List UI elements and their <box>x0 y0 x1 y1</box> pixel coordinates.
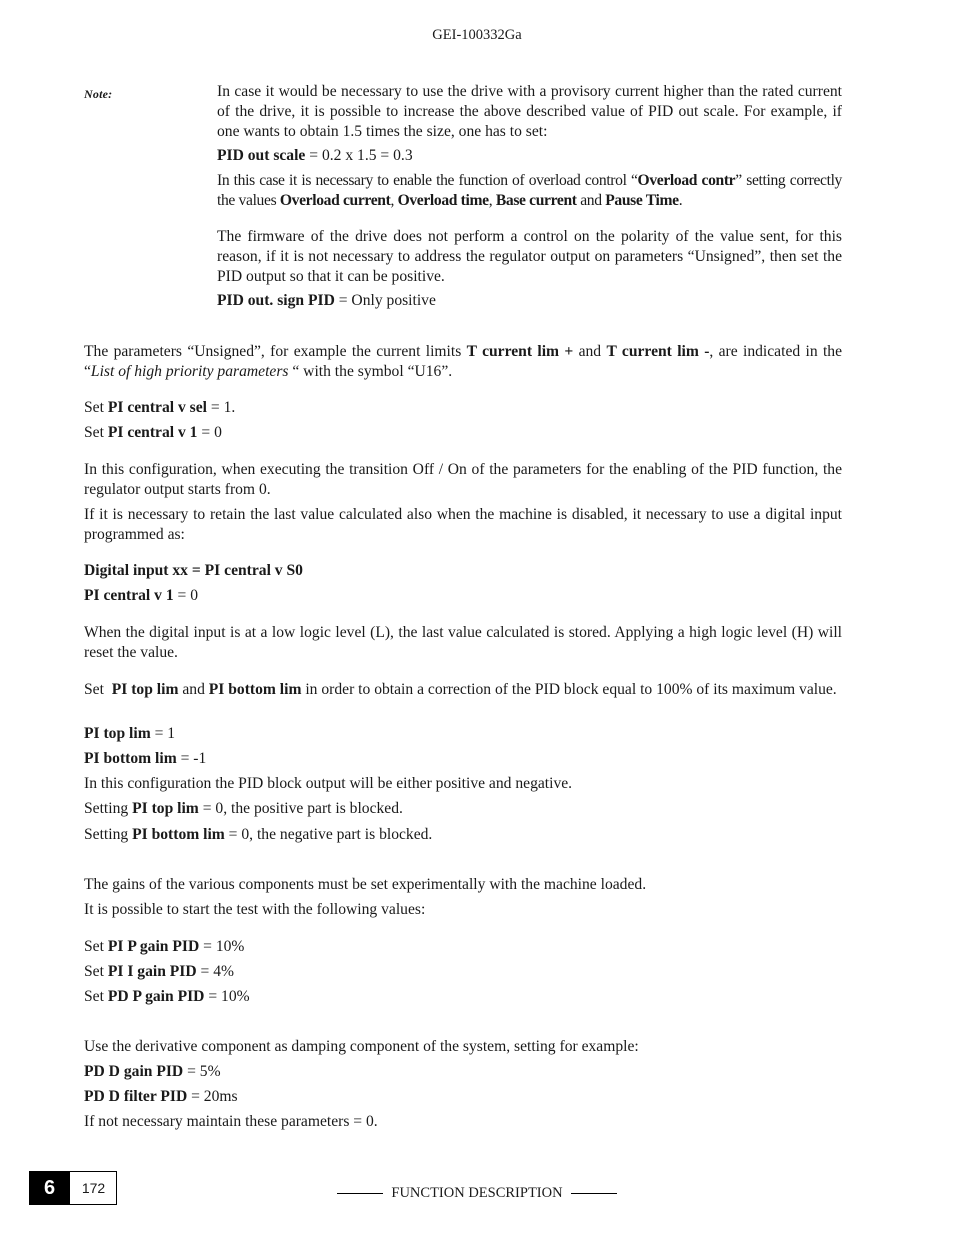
pi-i-gain-line: Set PI I gain PID = 4% <box>84 963 235 980</box>
gains-paragraph-2: It is possible to start the test with the following values: <box>84 901 426 918</box>
pid-out-sign-line <box>217 291 842 311</box>
digital-input-line: Digital input xx = PI central v S0 <box>84 562 303 579</box>
note-paragraph-2: In this case it is necessary to enable the function of overload control “Overload contr” setting correctly the values Overload current, Overload time, Base current and Pause Time. <box>217 172 843 209</box>
limits-paragraph: Set PI top lim and PI bottom lim in order to obtain a correction of the PID block equal to 100% of its maximum value. <box>84 681 837 698</box>
param-name: PID out scale <box>217 147 306 164</box>
set-pi-central-sel: Set PI central v sel = 1. <box>84 399 236 416</box>
config-paragraph-2: If it is necessary to retain the last value calculated also when the machine is disabled, it necessary to use a digital input programmed as: <box>84 506 842 543</box>
chapter-number: 6 <box>29 1171 70 1205</box>
note-paragraph-3: The firmware of the drive does not perform a control on the polarity of the value sent, for this reason, if it is not necessary to address the regulator output on parameters “Unsigned”, then set the PID output so that it can be positive. <box>217 228 842 285</box>
footer-section-title: FUNCTION DESCRIPTION <box>0 1183 954 1203</box>
config-paragraph-1: In this configuration, when executing the transition Off / On of the parameters for the enabling of the PID function, the regulator output starts from 0. <box>84 461 842 498</box>
pid-out-scale-line <box>217 146 842 166</box>
footer-rule-right <box>571 1193 617 1194</box>
footer-rule-left <box>337 1193 383 1194</box>
page-number: 172 <box>81 1180 106 1196</box>
bottom-lim-zero-line: Setting PI bottom lim = 0, the negative part is blocked. <box>84 826 433 843</box>
pi-central-v1-zero: PI central v 1 = 0 <box>84 587 199 604</box>
gains-paragraph-1: The gains of the various components must be set experimentally with the machine loaded. <box>84 876 647 893</box>
note-label: Note: <box>84 87 113 101</box>
set-pi-central-v1: Set PI central v 1 = 0 <box>84 424 222 441</box>
note-paragraph-1: In case it would be necessary to use the drive with a provisory current higher than the rated current of the drive, it is possible to increase the above described value of PID out scale. For example, if one wants to obtain 1.5 times the size, one has to set: <box>217 83 842 140</box>
unsigned-paragraph: The parameters “Unsigned”, for example the current limits T current lim + and T current lim -, are indicated in the “List of high priority parameters “ with the symbol “U16”. <box>84 343 843 380</box>
pi-bottom-lim-line: PI bottom lim = -1 <box>84 750 207 767</box>
document-id: GEI-100332Ga <box>432 27 522 43</box>
pd-d-filter-line: PD D filter PID = 20ms <box>84 1088 238 1105</box>
pi-p-gain-line: Set PI P gain PID = 10% <box>84 938 245 955</box>
derivative-paragraph: Use the derivative component as damping component of the system, setting for example: <box>84 1038 639 1055</box>
pi-top-lim-line: PI top lim = 1 <box>84 725 176 742</box>
logic-level-paragraph: When the digital input is at a low logic level (L), the last value calculated is stored. Applying a high logic level (H) will reset the value. <box>84 624 842 661</box>
maintain-line: If not necessary maintain these parameters = 0. <box>84 1113 378 1130</box>
param-name: PID out. sign PID <box>217 292 335 309</box>
param-value: = 0.2 x 1.5 = 0.3 <box>305 147 413 164</box>
pd-d-gain-line: PD D gain PID = 5% <box>84 1063 221 1080</box>
output-line: In this configuration the PID block output will be either positive and negative. <box>84 775 573 792</box>
top-lim-zero-line: Setting PI top lim = 0, the positive part is blocked. <box>84 800 403 817</box>
param-value: = Only positive <box>334 292 436 309</box>
pd-p-gain-line: Set PD P gain PID = 10% <box>84 988 250 1005</box>
